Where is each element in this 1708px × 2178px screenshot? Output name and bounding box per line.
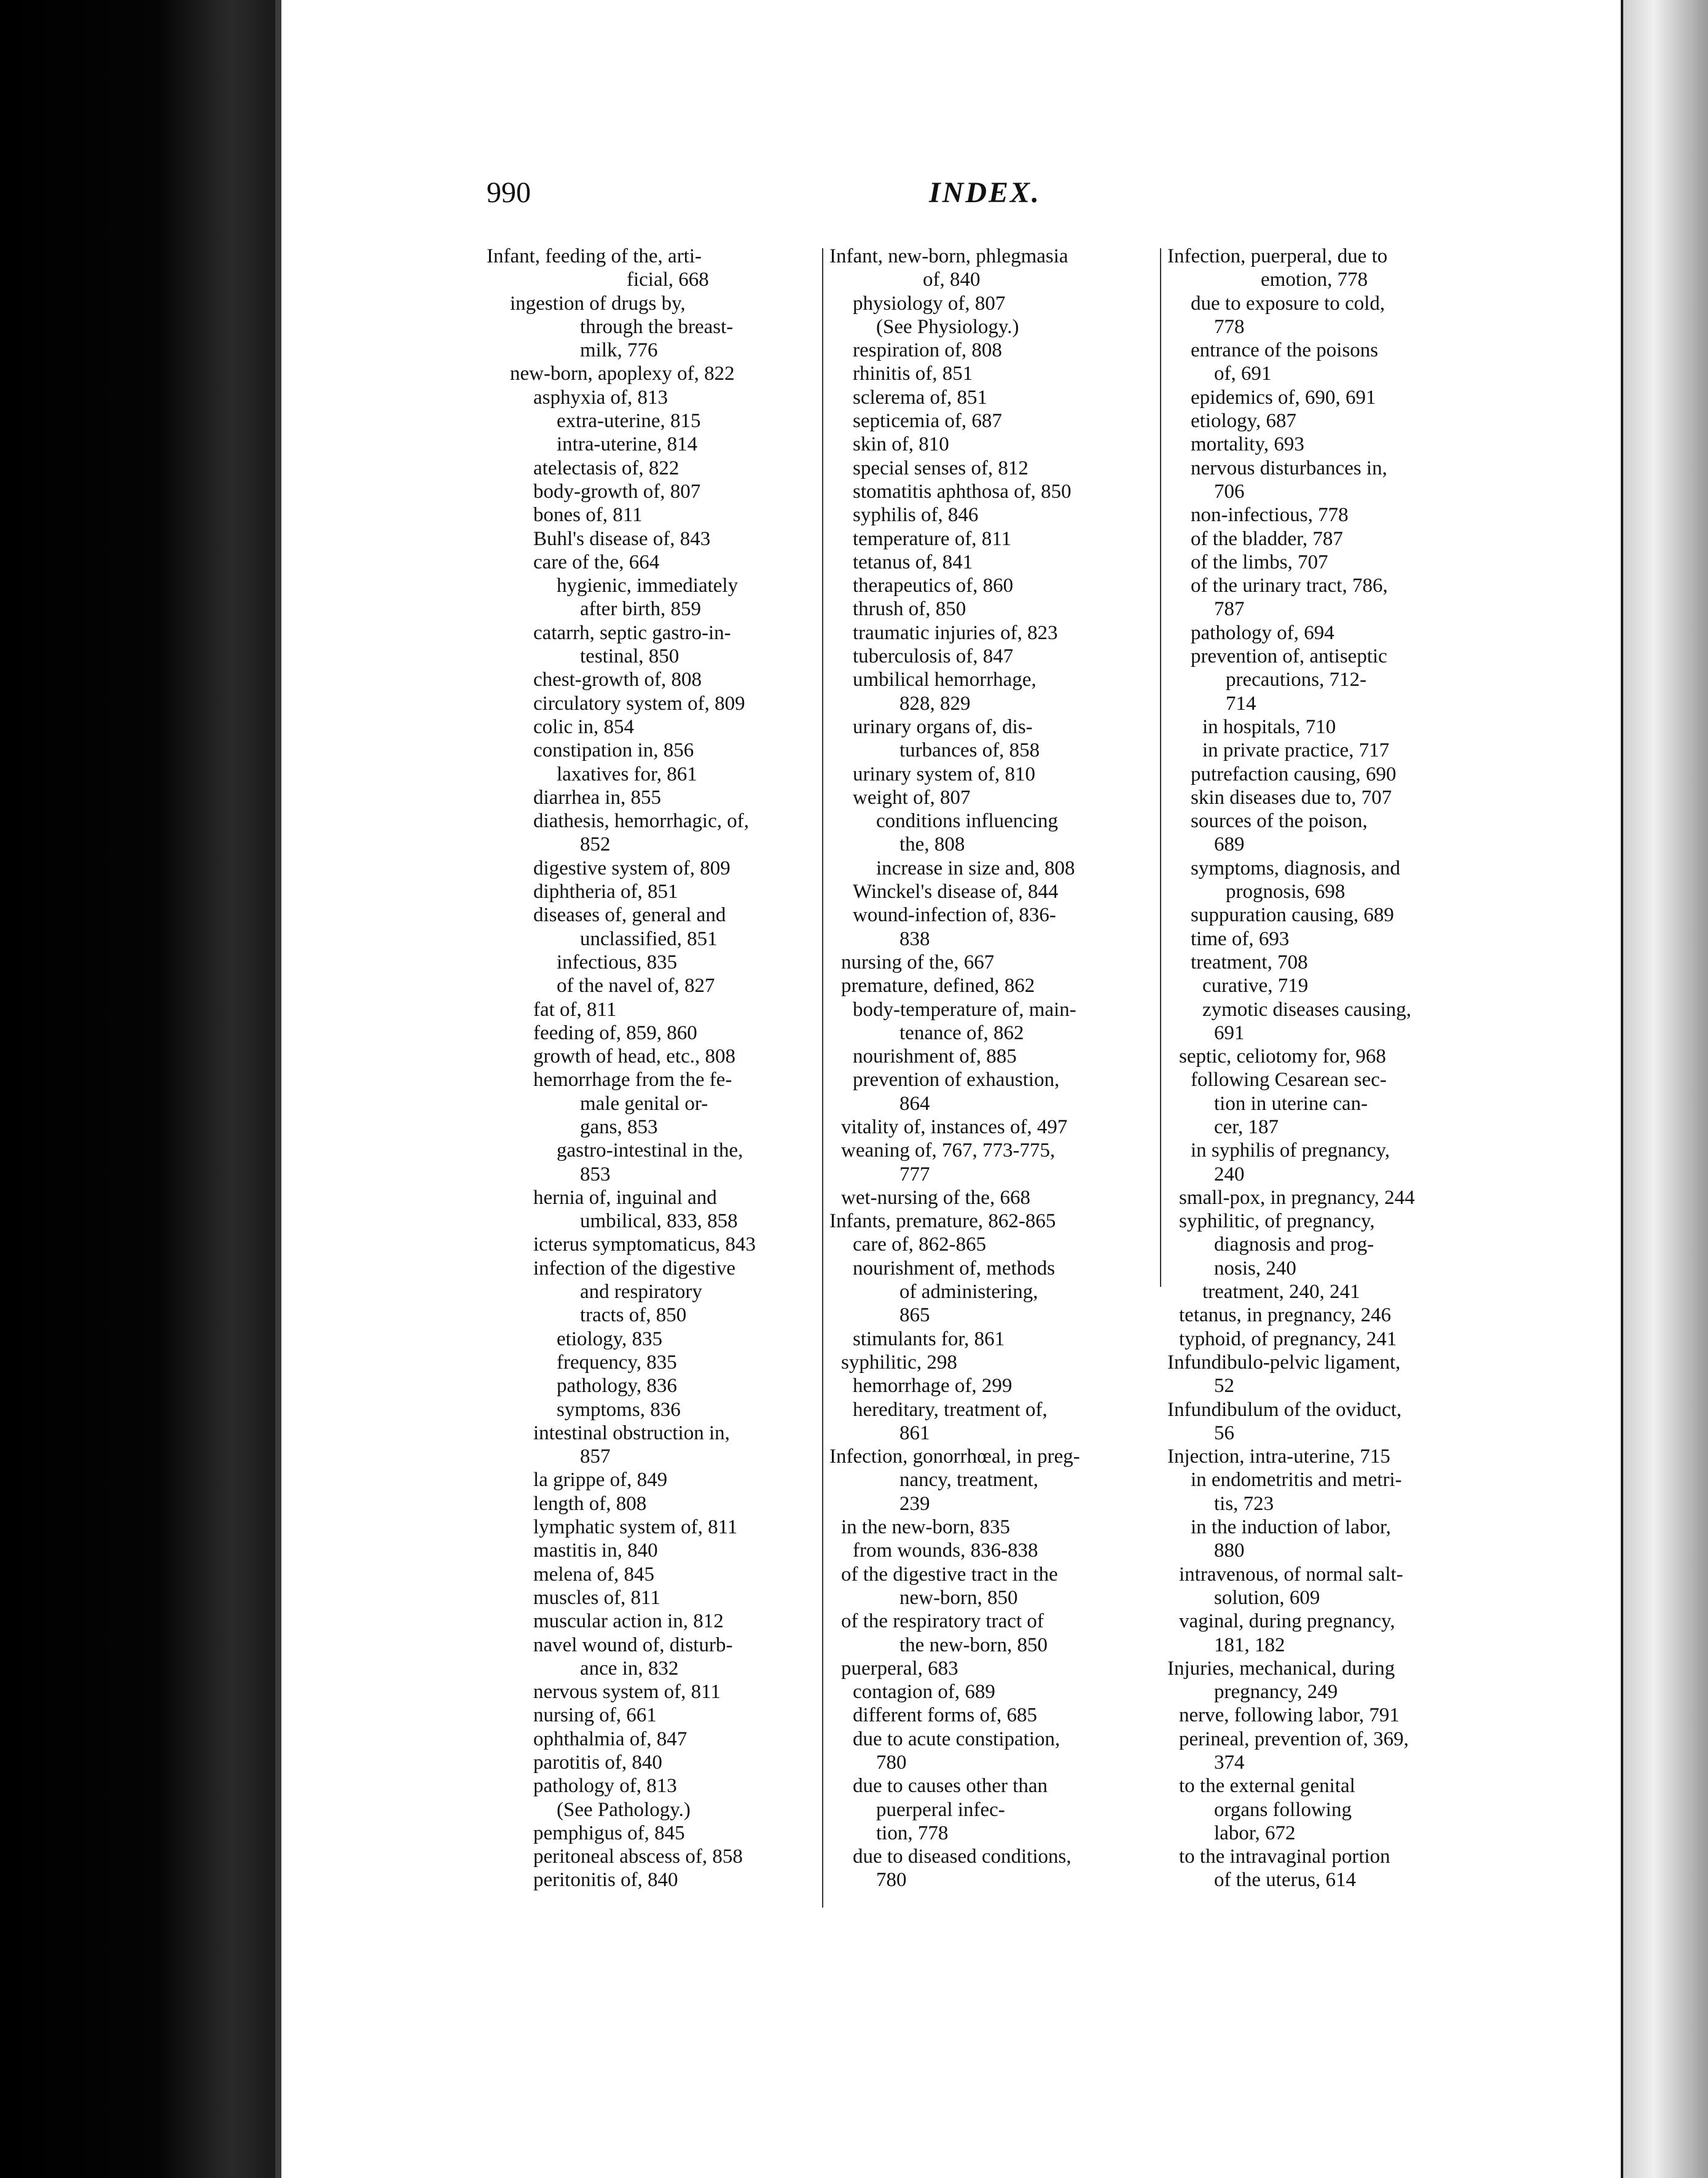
index-entry: feeding of, 859, 860 bbox=[533, 1021, 697, 1044]
index-entry: of, 691 bbox=[1214, 363, 1272, 385]
index-entry: care of the, 664 bbox=[533, 551, 660, 573]
index-entry: 374 bbox=[1214, 1751, 1245, 1774]
index-column-3 bbox=[1167, 245, 1493, 1892]
index-entry: due to acute constipation, bbox=[853, 1728, 1060, 1750]
index-entry: body-temperature of, main- bbox=[853, 998, 1076, 1021]
index-entry: of the limbs, 707 bbox=[1191, 551, 1328, 573]
index-entry: circulatory system of, 809 bbox=[533, 692, 745, 715]
index-entry: to the external genital bbox=[1179, 1775, 1355, 1798]
index-entry: thrush of, 850 bbox=[853, 598, 966, 621]
index-entry: 852 bbox=[580, 833, 611, 856]
index-entry: gans, 853 bbox=[580, 1115, 658, 1138]
index-entry: hereditary, treatment of, bbox=[853, 1398, 1048, 1421]
index-entry: special senses of, 812 bbox=[853, 457, 1028, 479]
index-entry: in syphilis of pregnancy, bbox=[1191, 1139, 1390, 1162]
index-entry: bones of, 811 bbox=[533, 504, 643, 527]
index-entry: labor, 672 bbox=[1214, 1822, 1296, 1844]
index-entry: respiration of, 808 bbox=[853, 339, 1002, 362]
index-entry: syphilis of, 846 bbox=[853, 504, 979, 527]
index-entry: to the intravaginal portion bbox=[1179, 1846, 1390, 1868]
index-entry: pemphigus of, 845 bbox=[533, 1822, 685, 1844]
index-entry: tenance of, 862 bbox=[899, 1021, 1024, 1044]
index-entry: 857 bbox=[580, 1445, 611, 1468]
index-entry: Buhl's disease of, 843 bbox=[533, 527, 711, 550]
index-entry: skin diseases due to, 707 bbox=[1191, 786, 1392, 809]
index-entry: curative, 719 bbox=[1202, 975, 1309, 997]
index-entry: male genital or- bbox=[580, 1092, 708, 1115]
index-entry: infectious, 835 bbox=[557, 951, 678, 973]
index-entry: 853 bbox=[580, 1163, 611, 1185]
index-entry: Infection, gonorrhœal, in preg- bbox=[829, 1445, 1080, 1468]
index-entry: asphyxia of, 813 bbox=[533, 386, 668, 409]
index-entry: length of, 808 bbox=[533, 1492, 647, 1515]
index-entry: 787 bbox=[1214, 598, 1245, 621]
index-entry: time of, 693 bbox=[1191, 927, 1290, 950]
index-entry: intestinal obstruction in, bbox=[533, 1421, 730, 1444]
index-entry: catarrh, septic gastro-in- bbox=[533, 621, 731, 644]
index-entry: in the new-born, 835 bbox=[841, 1516, 1010, 1539]
index-entry: 714 bbox=[1226, 692, 1256, 715]
index-entry: new-born, apoplexy of, 822 bbox=[510, 363, 735, 385]
index-entry: Infection, puerperal, due to bbox=[1167, 245, 1388, 267]
index-entry: hemorrhage from the fe- bbox=[533, 1069, 732, 1091]
index-entry: wet-nursing of the, 668 bbox=[841, 1186, 1030, 1209]
index-entry: sclerema of, 851 bbox=[853, 386, 987, 409]
index-entry: and respiratory bbox=[580, 1281, 702, 1303]
index-entry: hernia of, inguinal and bbox=[533, 1186, 717, 1209]
index-entry: in private practice, 717 bbox=[1202, 739, 1390, 762]
index-entry: zymotic diseases causing, bbox=[1202, 998, 1411, 1021]
index-entry: 706 bbox=[1214, 480, 1245, 503]
index-entry: nancy, treatment, bbox=[899, 1469, 1039, 1492]
index-entry: lymphatic system of, 811 bbox=[533, 1516, 738, 1539]
index-entry: premature, defined, 862 bbox=[841, 975, 1035, 997]
index-entry: treatment, 240, 241 bbox=[1202, 1281, 1360, 1303]
index-entry: 239 bbox=[899, 1492, 930, 1515]
index-entry: of the digestive tract in the bbox=[841, 1563, 1058, 1586]
index-entry: turbances of, 858 bbox=[899, 739, 1040, 762]
index-entry: through the breast- bbox=[580, 315, 734, 338]
index-entry: laxatives for, 861 bbox=[557, 763, 697, 785]
index-entry: putrefaction causing, 690 bbox=[1191, 763, 1397, 785]
index-entry: parotitis of, 840 bbox=[533, 1751, 662, 1774]
index-entry: different forms of, 685 bbox=[853, 1704, 1037, 1727]
index-entry: muscular action in, 812 bbox=[533, 1610, 724, 1633]
index-entry: treatment, 708 bbox=[1191, 951, 1308, 973]
index-entry: epidemics of, 690, 691 bbox=[1191, 386, 1376, 409]
index-entry: tetanus of, 841 bbox=[853, 551, 973, 573]
index-entry: in the induction of labor, bbox=[1191, 1516, 1391, 1539]
index-entry: due to exposure to cold, bbox=[1191, 292, 1385, 315]
index-entry: chest-growth of, 808 bbox=[533, 669, 702, 691]
right-page-edge bbox=[1617, 0, 1708, 2178]
index-entry: growth of head, etc., 808 bbox=[533, 1045, 735, 1068]
index-entry: wound-infection of, 836- bbox=[853, 904, 1056, 927]
index-entry: 689 bbox=[1214, 833, 1245, 856]
index-entry: 778 bbox=[1214, 315, 1245, 338]
index-entry: ficial, 668 bbox=[627, 269, 709, 291]
index-entry: Infant, feeding of the, arti- bbox=[487, 245, 702, 267]
index-entry: weaning of, 767, 773-775, bbox=[841, 1139, 1056, 1162]
index-entry: physiology of, 807 bbox=[853, 292, 1006, 315]
index-entry: diseases of, general and bbox=[533, 904, 726, 927]
index-entry: precautions, 712- bbox=[1226, 669, 1367, 691]
index-entry: infection of the digestive bbox=[533, 1257, 735, 1280]
index-entry: 780 bbox=[876, 1869, 907, 1892]
index-entry: atelectasis of, 822 bbox=[533, 457, 680, 479]
index-entry: urinary system of, 810 bbox=[853, 763, 1035, 785]
index-entry: umbilical hemorrhage, bbox=[853, 669, 1036, 691]
index-entry: of administering, bbox=[899, 1281, 1038, 1303]
index-entry: Injection, intra-uterine, 715 bbox=[1167, 1445, 1390, 1468]
index-entry: tuberculosis of, 847 bbox=[853, 645, 1014, 668]
index-entry: nervous system of, 811 bbox=[533, 1681, 721, 1704]
index-entry: nourishment of, methods bbox=[853, 1257, 1056, 1280]
index-entry: following Cesarean sec- bbox=[1191, 1069, 1387, 1091]
running-head: INDEX. bbox=[929, 176, 1041, 209]
index-entry: in hospitals, 710 bbox=[1202, 715, 1336, 738]
index-entry: pregnancy, 249 bbox=[1214, 1681, 1338, 1704]
index-entry: emotion, 778 bbox=[1261, 269, 1368, 291]
index-entry: tis, 723 bbox=[1214, 1492, 1274, 1515]
index-entry: the, 808 bbox=[899, 833, 965, 856]
index-entry: pathology of, 694 bbox=[1191, 621, 1334, 644]
index-entry: of the bladder, 787 bbox=[1191, 527, 1343, 550]
index-entry: tion in uterine can- bbox=[1214, 1092, 1368, 1115]
index-entry: diarrhea in, 855 bbox=[533, 786, 662, 809]
index-entry: 880 bbox=[1214, 1539, 1245, 1562]
index-entry: la grippe of, 849 bbox=[533, 1469, 668, 1492]
index-column-1 bbox=[487, 245, 818, 1892]
index-entry: ophthalmia of, 847 bbox=[533, 1728, 688, 1750]
index-entry: syphilitic, of pregnancy, bbox=[1179, 1210, 1375, 1233]
index-entry: 240 bbox=[1214, 1163, 1245, 1185]
index-entry: icterus symptomaticus, 843 bbox=[533, 1233, 756, 1256]
index-entry: nursing of, 661 bbox=[533, 1704, 657, 1727]
index-entry: Infundibulum of the oviduct, bbox=[1167, 1398, 1402, 1421]
index-entry: due to diseased conditions, bbox=[853, 1846, 1071, 1868]
index-entry: Infundibulo-pelvic ligament, bbox=[1167, 1351, 1401, 1374]
index-entry: septicemia of, 687 bbox=[853, 410, 1002, 433]
index-entry: mastitis in, 840 bbox=[533, 1539, 658, 1562]
index-entry: sources of the poison, bbox=[1191, 810, 1368, 833]
page-number: 990 bbox=[487, 176, 531, 209]
index-entry: non-infectious, 778 bbox=[1191, 504, 1349, 527]
index-entry: stomatitis aphthosa of, 850 bbox=[853, 480, 1071, 503]
index-entry: nosis, 240 bbox=[1214, 1257, 1296, 1280]
index-entry: prevention of exhaustion, bbox=[853, 1069, 1060, 1091]
index-entry: cer, 187 bbox=[1214, 1115, 1279, 1138]
index-entry: in endometritis and metri- bbox=[1191, 1469, 1402, 1492]
index-entry: perineal, prevention of, 369, bbox=[1179, 1728, 1409, 1750]
index-entry: of the uterus, 614 bbox=[1214, 1869, 1356, 1892]
index-entry: 864 bbox=[899, 1092, 930, 1115]
index-entry: pathology of, 813 bbox=[533, 1775, 677, 1798]
index-entry: symptoms, diagnosis, and bbox=[1191, 857, 1401, 879]
index-entry: stimulants for, 861 bbox=[853, 1327, 1005, 1350]
index-entry: 780 bbox=[876, 1751, 907, 1774]
index-entry: melena of, 845 bbox=[533, 1563, 655, 1586]
index-entry: vitality of, instances of, 497 bbox=[841, 1115, 1068, 1138]
index-entry: of the urinary tract, 786, bbox=[1191, 575, 1388, 597]
index-entry: suppuration causing, 689 bbox=[1191, 904, 1394, 927]
index-entry: Infants, premature, 862-865 bbox=[829, 1210, 1056, 1233]
index-entry: puerperal infec- bbox=[876, 1798, 1005, 1821]
index-entry: septic, celiotomy for, 968 bbox=[1179, 1045, 1386, 1068]
index-entry: unclassified, 851 bbox=[580, 927, 718, 950]
index-entry: diphtheria of, 851 bbox=[533, 881, 678, 903]
index-entry: prevention of, antiseptic bbox=[1191, 645, 1387, 668]
index-entry: nourishment of, 885 bbox=[853, 1045, 1017, 1068]
index-entry: 181, 182 bbox=[1214, 1634, 1285, 1656]
index-entry: 56 bbox=[1214, 1421, 1234, 1444]
index-entry: 865 bbox=[899, 1304, 930, 1327]
index-entry: small-pox, in pregnancy, 244 bbox=[1179, 1186, 1415, 1209]
index-entry: body-growth of, 807 bbox=[533, 480, 701, 503]
index-entry: 828, 829 bbox=[899, 692, 971, 715]
index-entry: tracts of, 850 bbox=[580, 1304, 687, 1327]
index-entry: ance in, 832 bbox=[580, 1657, 679, 1680]
index-entry: (See Pathology.) bbox=[557, 1798, 691, 1821]
index-entry: constipation in, 856 bbox=[533, 739, 694, 762]
index-entry: Infant, new-born, phlegmasia bbox=[829, 245, 1068, 267]
index-entry: mortality, 693 bbox=[1191, 433, 1304, 456]
index-entry: vaginal, during pregnancy, bbox=[1179, 1610, 1395, 1633]
index-entry: traumatic injuries of, 823 bbox=[853, 621, 1058, 644]
index-column-2 bbox=[829, 245, 1153, 1892]
index-entry: Injuries, mechanical, during bbox=[1167, 1657, 1395, 1680]
index-entry: entrance of the poisons bbox=[1191, 339, 1379, 362]
index-entry: due to causes other than bbox=[853, 1775, 1048, 1798]
index-entry: nursing of the, 667 bbox=[841, 951, 995, 973]
index-entry: skin of, 810 bbox=[853, 433, 949, 456]
index-entry: colic in, 854 bbox=[533, 715, 635, 738]
index-entry: Winckel's disease of, 844 bbox=[853, 881, 1059, 903]
index-entry: after birth, 859 bbox=[580, 598, 702, 621]
index-entry: tetanus, in pregnancy, 246 bbox=[1179, 1304, 1392, 1327]
index-entry: pathology, 836 bbox=[557, 1375, 677, 1398]
index-entry: conditions influencing bbox=[876, 810, 1059, 833]
index-entry: solution, 609 bbox=[1214, 1586, 1320, 1609]
index-entry: of, 840 bbox=[923, 269, 981, 291]
index-entry: (See Physiology.) bbox=[876, 315, 1019, 338]
index-entry: 861 bbox=[899, 1421, 930, 1444]
index-entry: milk, 776 bbox=[580, 339, 658, 362]
index-entry: contagion of, 689 bbox=[853, 1681, 995, 1704]
index-entry: 838 bbox=[899, 927, 930, 950]
index-entry: syphilitic, 298 bbox=[841, 1351, 957, 1374]
index-entry: of the respiratory tract of bbox=[841, 1610, 1044, 1633]
index-entry: prognosis, 698 bbox=[1226, 881, 1346, 903]
index-entry: 777 bbox=[899, 1163, 930, 1185]
index-entry: organs following bbox=[1214, 1798, 1352, 1821]
book-spine-edge bbox=[0, 0, 289, 2178]
index-entry: temperature of, 811 bbox=[853, 527, 1012, 550]
index-entry: ingestion of drugs by, bbox=[510, 292, 686, 315]
index-entry: of the navel of, 827 bbox=[557, 975, 715, 997]
index-entry: new-born, 850 bbox=[899, 1586, 1018, 1609]
index-entry: extra-uterine, 815 bbox=[557, 410, 701, 433]
index-entry: weight of, 807 bbox=[853, 786, 971, 809]
index-entry: 52 bbox=[1214, 1375, 1234, 1398]
index-entry: fat of, 811 bbox=[533, 998, 617, 1021]
column-rule bbox=[822, 248, 823, 1908]
index-entry: the new-born, 850 bbox=[899, 1634, 1048, 1656]
index-entry: navel wound of, disturb- bbox=[533, 1634, 733, 1656]
index-entry: digestive system of, 809 bbox=[533, 857, 731, 879]
index-entry: nerve, following labor, 791 bbox=[1179, 1704, 1400, 1727]
index-entry: etiology, 835 bbox=[557, 1327, 663, 1350]
index-entry: intravenous, of normal salt- bbox=[1179, 1563, 1403, 1586]
index-entry: typhoid, of pregnancy, 241 bbox=[1179, 1327, 1397, 1350]
index-entry: intra-uterine, 814 bbox=[557, 433, 698, 456]
index-entry: symptoms, 836 bbox=[557, 1398, 681, 1421]
index-entry: umbilical, 833, 858 bbox=[580, 1210, 738, 1233]
index-entry: therapeutics of, 860 bbox=[853, 575, 1014, 597]
index-entry: peritoneal abscess of, 858 bbox=[533, 1846, 743, 1868]
index-entry: diagnosis and prog- bbox=[1214, 1233, 1374, 1256]
index-entry: nervous disturbances in, bbox=[1191, 457, 1387, 479]
index-entry: gastro-intestinal in the, bbox=[557, 1139, 743, 1162]
index-entry: hemorrhage of, 299 bbox=[853, 1375, 1013, 1398]
index-entry: 691 bbox=[1214, 1021, 1245, 1044]
index-entry: from wounds, 836-838 bbox=[853, 1539, 1038, 1562]
index-entry: puerperal, 683 bbox=[841, 1657, 958, 1680]
index-entry: tion, 778 bbox=[876, 1822, 949, 1844]
index-entry: hygienic, immediately bbox=[557, 575, 738, 597]
index-entry: urinary organs of, dis- bbox=[853, 715, 1033, 738]
column-rule bbox=[1160, 248, 1161, 1287]
index-entry: rhinitis of, 851 bbox=[853, 363, 973, 385]
index-entry: diathesis, hemorrhagic, of, bbox=[533, 810, 749, 833]
index-entry: muscles of, 811 bbox=[533, 1586, 660, 1609]
index-entry: etiology, 687 bbox=[1191, 410, 1297, 433]
index-entry: frequency, 835 bbox=[557, 1351, 677, 1374]
index-entry: peritonitis of, 840 bbox=[533, 1869, 678, 1892]
index-entry: increase in size and, 808 bbox=[876, 857, 1075, 879]
index-entry: care of, 862-865 bbox=[853, 1233, 987, 1256]
index-entry: testinal, 850 bbox=[580, 645, 680, 668]
